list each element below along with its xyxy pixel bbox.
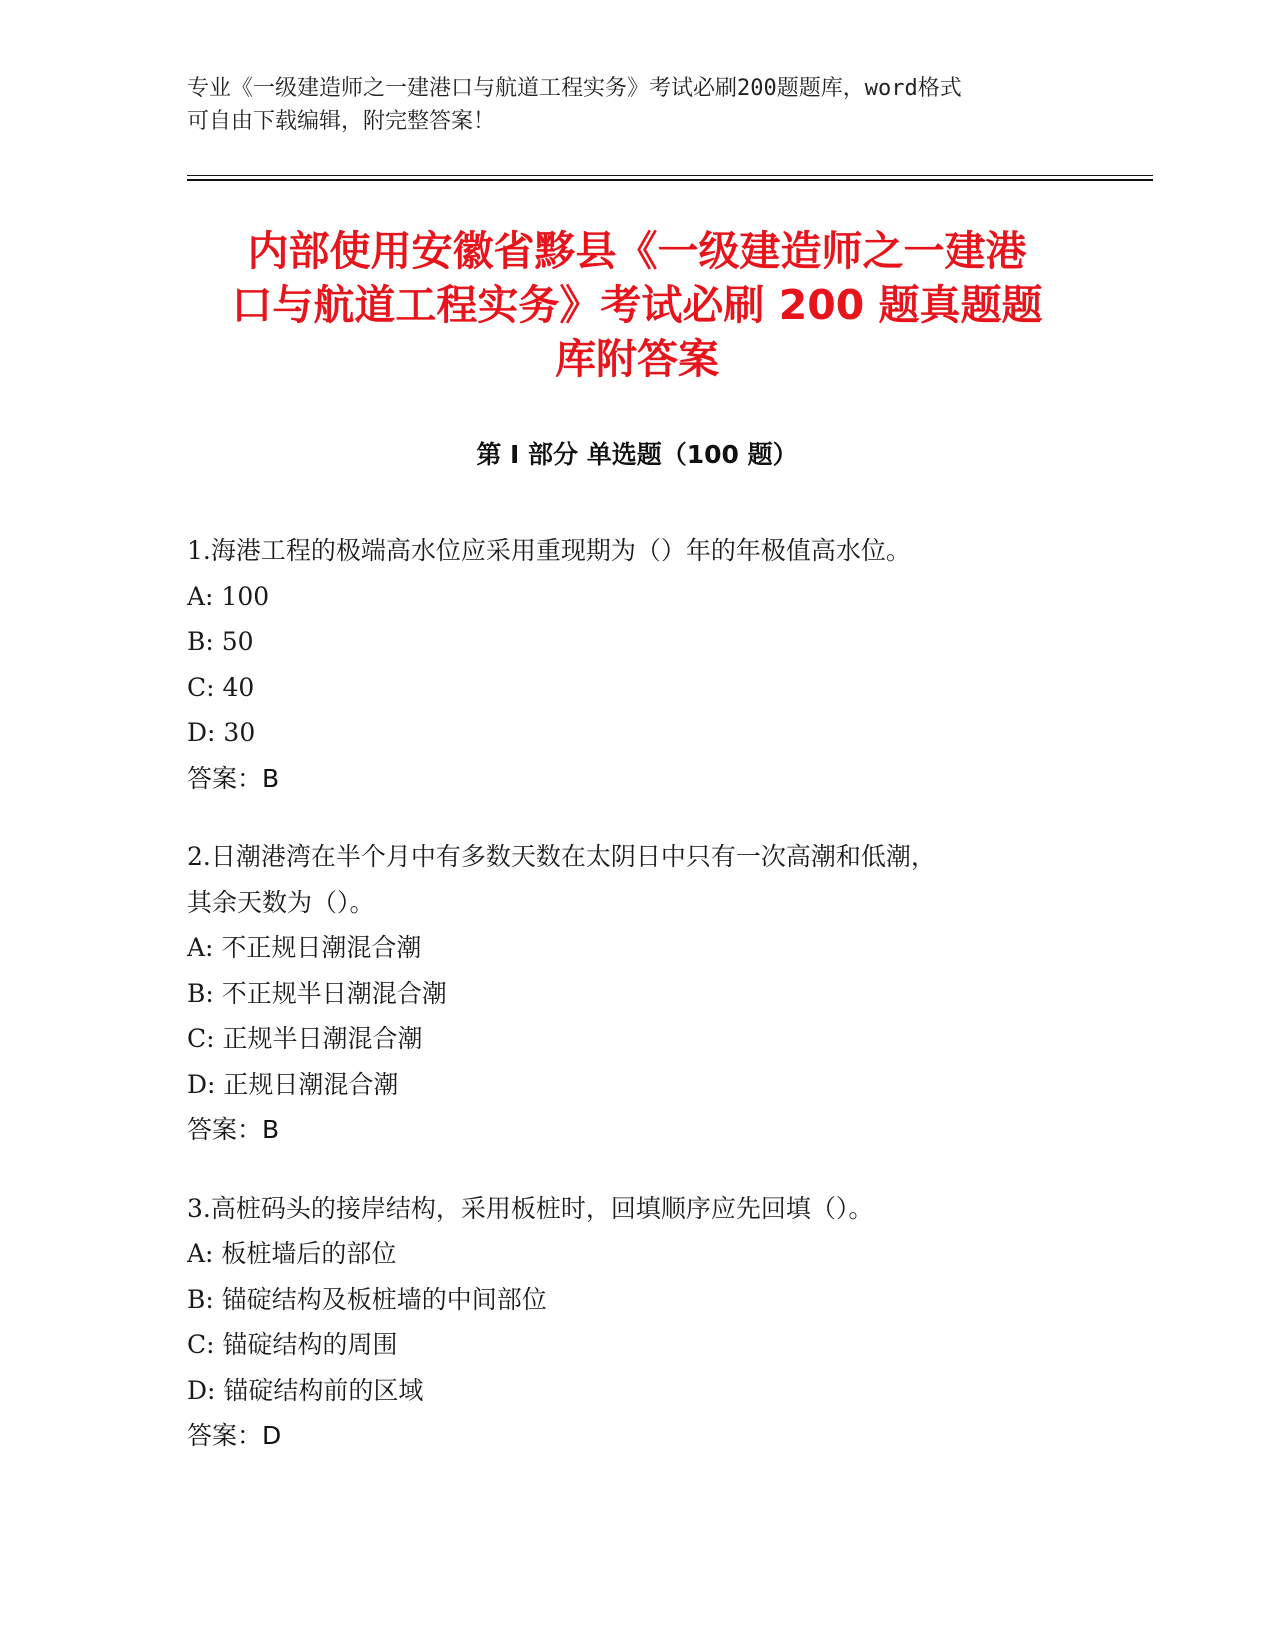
question-list (187, 528, 1067, 1492)
intro-line-1: 专业《一级建造师之一建港口与航道工程实务》考试必刷200题题库，word格式 (187, 76, 962, 101)
question-stem: 2.日潮港湾在半个月中有多数天数在太阴日中只有一次高潮和低潮， (187, 842, 936, 871)
title-line-2: 口与航道工程实务》考试必刷 200 题真题题 (231, 281, 1043, 329)
part-heading: 第 I 部分 单选题（100 题） (476, 440, 798, 469)
question-3 (187, 1186, 1067, 1459)
document-title (187, 224, 1087, 386)
option-a: A: 板桩墙后的部位 (187, 1239, 397, 1268)
answer: 答案：B (187, 1115, 280, 1144)
option-d: D: 正规日潮混合潮 (187, 1069, 399, 1099)
option-c: C: 正规半日潮混合潮 (187, 1024, 423, 1053)
title-line-1: 内部使用安徽省黟县《一级建造师之一建港 (247, 227, 1027, 275)
option-a: A: 不正规日潮混合潮 (187, 933, 422, 962)
option-c: C: 锚碇结构的周围 (187, 1330, 398, 1359)
document-intro (187, 72, 1067, 138)
answer: 答案：B (187, 763, 280, 793)
question-1 (187, 528, 1067, 801)
option-c: C: 40 (187, 672, 255, 702)
question-stem-continued: 其余天数为（）。 (187, 887, 375, 917)
answer: 答案：D (187, 1421, 282, 1450)
option-d: D: 30 (187, 718, 256, 747)
header-divider-thin (187, 175, 1153, 176)
header-divider-thick (187, 179, 1153, 181)
question-2 (187, 834, 1067, 1153)
option-a: A: 100 (187, 581, 270, 611)
title-line-3: 库附答案 (555, 335, 719, 383)
option-d: D: 锚碇结构前的区域 (187, 1375, 424, 1405)
question-stem: 1.海港工程的极端高水位应采用重现期为（）年的年极值高水位。 (187, 536, 911, 565)
option-b: B: 不正规半日潮混合潮 (187, 978, 447, 1008)
intro-line-2: 可自由下载编辑，附完整答案！ (187, 109, 496, 134)
question-stem: 3.高桩码头的接岸结构，采用板桩时，回填顺序应先回填（）。 (187, 1193, 874, 1223)
option-b: B: 锚碇结构及板桩墙的中间部位 (187, 1284, 547, 1314)
option-b: B: 50 (187, 627, 254, 656)
